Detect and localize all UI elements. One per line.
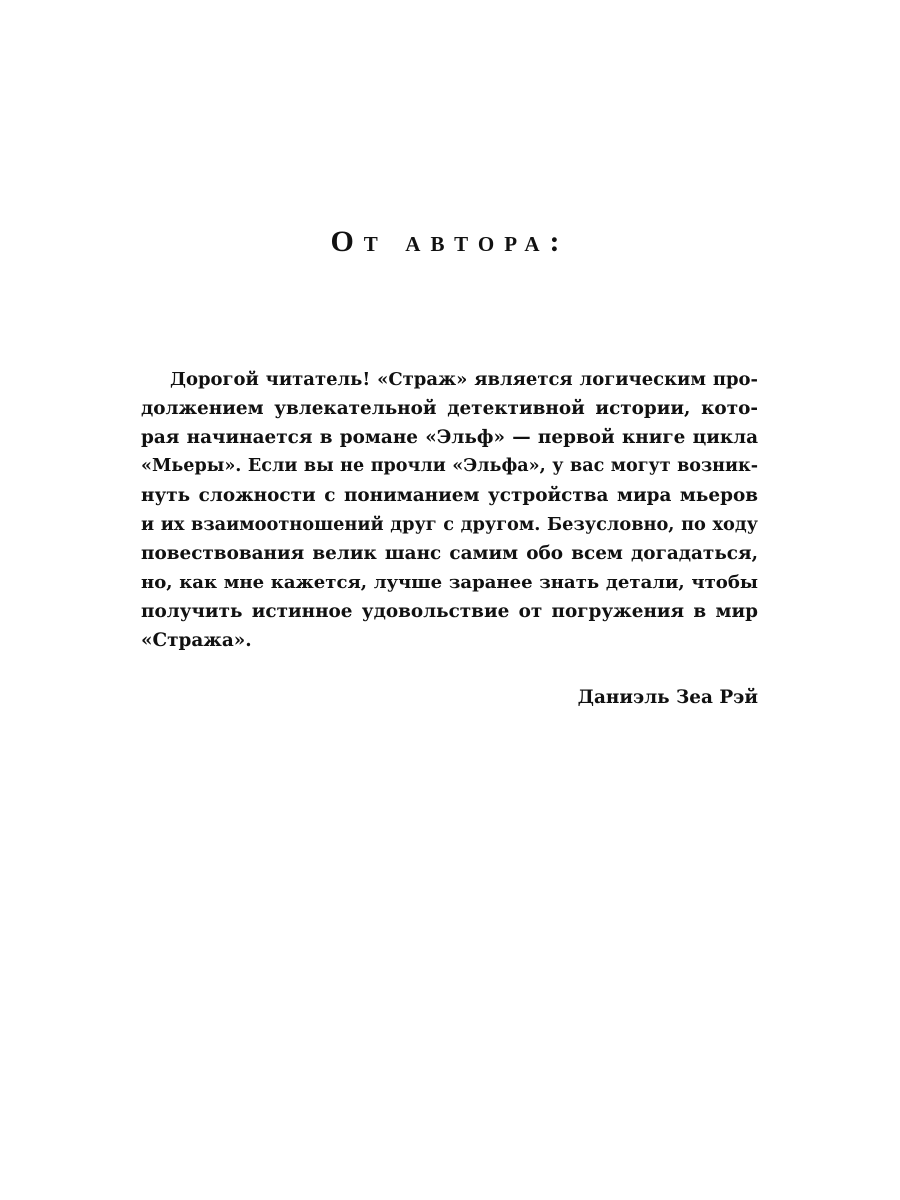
paragraph-line: нуть сложности с пониманием устройства мира мьеров [141,485,758,506]
paragraph-line: «Стража». [141,630,252,651]
paragraph-line: Дорогой читатель! «Страж» является логическим про- [170,369,758,390]
paragraph-line: должением увлекательной детективной истории, кото- [141,398,758,419]
paragraph-line: повествования велик шанс самим обо всем догадаться, [141,543,758,564]
paragraph-line: но, как мне кажется, лучше заранее знать детали, чтобы [141,572,758,593]
author-note-paragraph [141,365,758,655]
author-signature: Даниэль Зеа Рэй [577,687,758,708]
paragraph-line: «Мьеры». Если вы не прочли «Эльфа», у вас могут возник- [141,456,758,476]
paragraph-line: и их взаимоотношений друг с другом. Безусловно, по ходу [141,514,758,535]
page-heading: От автора: [330,225,570,258]
paragraph-line: получить истинное удовольствие от погружения в мир [141,601,758,622]
paragraph-line: рая начинается в романе «Эльф» — первой книге цикла [141,427,758,448]
